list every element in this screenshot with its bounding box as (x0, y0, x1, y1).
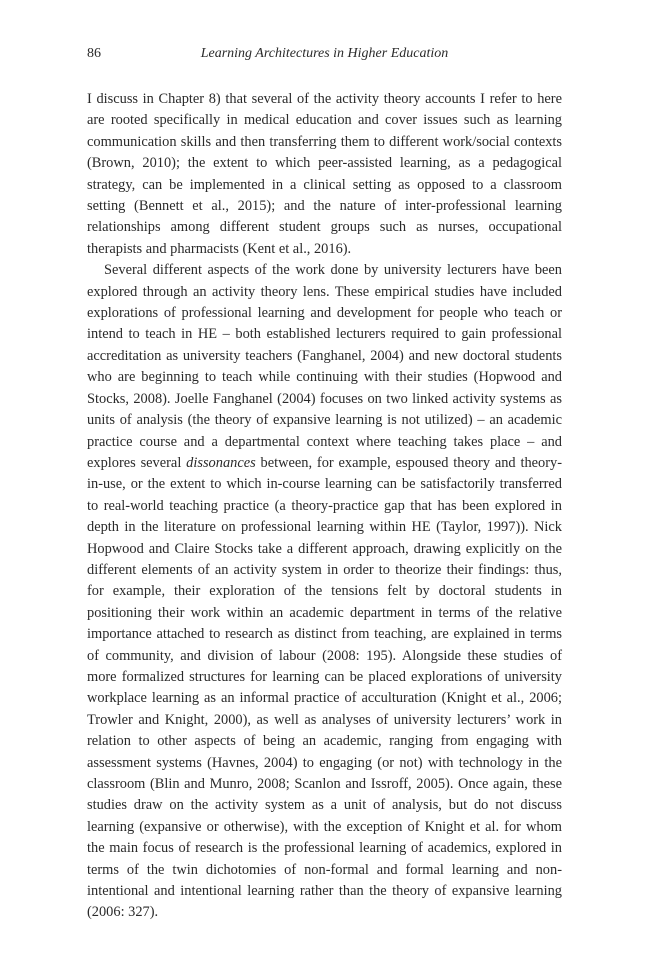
paragraph-2-text-b: between, for example, espoused theory and theory-in-use, or the extent to which in-course learning can be satisfactorily transferred to real-world teaching practice (a theory-practice gap that has been explored in depth in the literature on professional learning within HE (Taylor, 1997)). Nick Hopwood and Claire Stocks take a different approach, drawing explicitly on the different elements of an activity system in order to theorize their findings: thus, for example, their exploration of the tensions felt by doctoral students in positioning their work within an academic department in terms of the relative importance attached to research as distinct from teaching, are explained in terms of community, and division of labour (2008: 195). Alongside these studies of more formalized structures for learning can be placed explorations of university workplace learning as an informal practice of acculturation (Knight et al., 2006; Trowler and Knight, 2000), as well as analyses of university lecturers’ work in relation to other aspects of being an academic, ranging from engaging with assessment systems (Havnes, 2004) to engaging (or not) with technology in the classroom (Blin and Munro, 2008; Scanlon and Issroff, 2005). Once again, these studies draw on the activity system as a unit of analysis, but do not discuss learning (expansive or otherwise), with the exception of Knight et al. for whom the main focus of research is the professional learning of academics, explored in terms of the twin dichotomies of non-formal and formal learning and non-intentional and intentional learning rather than the theory of expansive learning (2006: 327). (87, 454, 562, 921)
running-title: Learning Architectures in Higher Education (200, 46, 449, 61)
paragraph-1: I discuss in Chapter 8) that several of the activity theory accounts I refer to here are rooted specifically in medical education and cover issues such as learning communication skills and then transferring them to different work/social contexts (Brown, 2010); the extent to which peer-assisted learning, as a pedagogical strategy, can be implemented in a clinical setting as opposed to a classroom setting (Bennett et al., 2015); and the nature of inter-professional learning relationships among different student groups such as nurses, occupational therapists and pharmacists (Kent et al., 2016). (87, 91, 562, 257)
body-text (87, 89, 562, 924)
emphasis-dissonances: dissonances (186, 454, 256, 471)
paragraph-2 (87, 260, 562, 924)
page-number: 86 (87, 46, 101, 61)
running-head (87, 44, 562, 64)
paragraph-2-text-a: Several different aspects of the work done by university lecturers have been explored through an activity theory lens. These empirical studies have included explorations of professional learning and development for people who teach or intend to teach in HE – both established lecturers required to gain professional accreditation as university teachers (Fanghanel, 2004) and new doctoral students who are beginning to teach while continuing with their studies (Hopwood and Stocks, 2008). Joelle Fanghanel (2004) focuses on two linked activity systems as units of analysis (the theory of expansive learning is not utilized) – an academic practice course and a departmental context where teaching takes place – and explores several (87, 262, 562, 471)
